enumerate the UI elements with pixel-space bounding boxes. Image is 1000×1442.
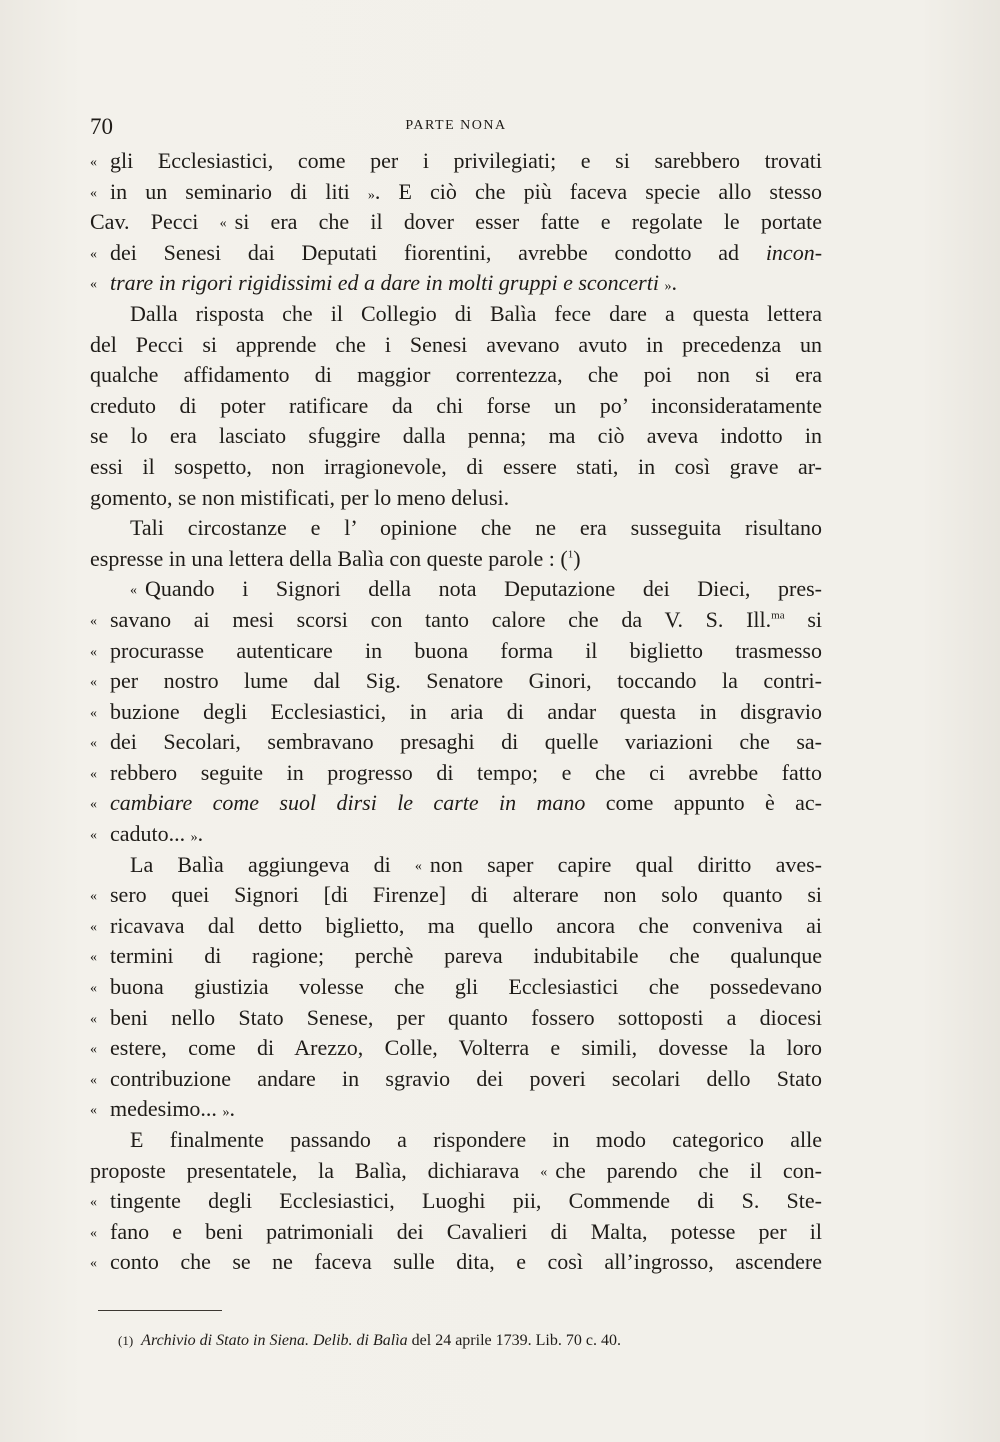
open-quote: « bbox=[90, 797, 97, 813]
text-line bbox=[90, 146, 822, 177]
open-quote: « bbox=[219, 216, 227, 232]
text-line bbox=[90, 972, 822, 1003]
footnote bbox=[118, 1332, 838, 1350]
line-text: estere, come di Arezzo, Colle, Volterra e simili, dovesse la loro bbox=[110, 1035, 822, 1061]
text-line: se lo era lasciato sfuggire dalla penna; ma ciò aveva indotto in bbox=[90, 423, 822, 449]
text-line: del Pecci si apprende che i Senesi avevano avuto in precedenza un bbox=[90, 331, 822, 357]
line-text: dei Secolari, sembravano presaghi di quelle variazioni che sa- bbox=[110, 729, 822, 755]
text-line bbox=[90, 1217, 822, 1248]
line-end: . bbox=[671, 270, 677, 296]
line-text: sero quei Signori [di Firenze] di alterare non solo quanto si bbox=[110, 882, 822, 908]
text-line bbox=[90, 1156, 822, 1187]
open-quote: « bbox=[90, 919, 97, 935]
line-text: Cav. Pecci bbox=[90, 209, 199, 235]
line-text: La Balìa aggiungeva di bbox=[130, 851, 391, 877]
page-header bbox=[90, 114, 822, 142]
close-quote: » bbox=[367, 187, 375, 203]
line-text: fano e beni patrimoniali dei Cavalieri di Malta, potesse per il bbox=[110, 1218, 822, 1244]
line-text: savano ai mesi scorsi con tanto calore che da V. S. Ill. bbox=[110, 606, 772, 632]
line-text: non saper capire qual diritto aves- bbox=[429, 851, 823, 877]
close-quote: » bbox=[664, 279, 672, 295]
text-line bbox=[90, 911, 822, 942]
text-line bbox=[90, 574, 822, 605]
footnote-separator bbox=[98, 1310, 222, 1311]
text-line: creduto di poter ratificare da chi forse un po’ inconsideratamente bbox=[90, 392, 822, 418]
text-line bbox=[90, 666, 822, 697]
open-quote: « bbox=[90, 1072, 97, 1088]
close-quote: » bbox=[190, 830, 198, 846]
line-text: buzione degli Ecclesiastici, in aria di andar questa in disgravio bbox=[110, 698, 822, 724]
line-text: dei Senesi dai Deputati fiorentini, avrebbe condotto ad bbox=[110, 239, 740, 265]
footnote-text: del 24 aprile 1739. Lib. 70 c. 40. bbox=[411, 1332, 621, 1349]
open-quote: « bbox=[90, 1042, 97, 1058]
open-quote: « bbox=[90, 1225, 97, 1241]
text-line bbox=[90, 207, 822, 238]
line-text: termini di ragione; perchè pareva indubitabile che qualunque bbox=[110, 943, 822, 969]
text-line bbox=[90, 1094, 822, 1125]
text-line bbox=[90, 1003, 822, 1034]
open-quote: « bbox=[90, 1256, 97, 1272]
open-quote: « bbox=[90, 766, 97, 782]
italic-text: cambiare come suol dirsi le carte in mano bbox=[110, 790, 586, 816]
line-text: si era che il dover esser fatte e regolate le portate bbox=[234, 209, 823, 235]
text-line bbox=[90, 819, 822, 850]
italic-text: trare in rigori rigidissimi ed a dare in molti gruppi e sconcerti bbox=[110, 270, 659, 296]
open-quote: « bbox=[90, 981, 97, 997]
line-text: procurasse autenticare in buona forma il biglietto trasmesso bbox=[110, 637, 822, 663]
open-quote: « bbox=[414, 858, 422, 874]
open-quote: « bbox=[90, 185, 97, 201]
line-text: caduto... bbox=[110, 821, 186, 847]
open-quote: « bbox=[90, 1011, 97, 1027]
open-quote: « bbox=[90, 1195, 97, 1211]
line-text: si bbox=[807, 606, 823, 632]
text-line bbox=[90, 1247, 822, 1278]
text-line bbox=[90, 238, 822, 269]
text-line: Dalla risposta che il Collegio di Balìa fece dare a questa lettera bbox=[130, 300, 822, 326]
close-quote: » bbox=[222, 1105, 230, 1121]
open-quote: « bbox=[540, 1164, 548, 1180]
line-text: medesimo... bbox=[110, 1096, 217, 1122]
text-line bbox=[90, 697, 822, 728]
line-text: Quando i Signori della nota Deputazione dei Dieci, pres- bbox=[145, 576, 822, 602]
text-line bbox=[90, 1064, 822, 1095]
text-line bbox=[90, 880, 822, 911]
text-line bbox=[90, 544, 822, 575]
page-number: 70 bbox=[90, 114, 113, 139]
text-line bbox=[90, 177, 822, 208]
open-quote: « bbox=[90, 950, 97, 966]
line-end: . bbox=[229, 1096, 235, 1122]
line-text: in un seminario di liti bbox=[110, 178, 350, 204]
open-quote: « bbox=[90, 828, 97, 844]
line-text: conto che se ne faceva sulle dita, e così all’ingrosso, ascendere bbox=[110, 1249, 822, 1275]
line-text: come appunto è ac- bbox=[605, 790, 823, 816]
footnote-ref-close: ) bbox=[573, 545, 581, 571]
footnote-source: Archivio di Stato in Siena. Delib. di Balìa bbox=[141, 1332, 408, 1349]
line-text: ricavava dal detto biglietto, ma quello ancora che conveniva ai bbox=[110, 912, 822, 938]
open-quote: « bbox=[90, 644, 97, 660]
open-quote: « bbox=[90, 705, 97, 721]
line-text: contribuzione andare in sgravio dei poveri secolari dello Stato bbox=[110, 1065, 822, 1091]
running-title: PARTE NONA bbox=[405, 118, 507, 133]
footnote-ref-open: ( bbox=[560, 545, 568, 571]
line-text: gli Ecclesiastici, come per i privilegiati; e si sarebbero trovati bbox=[110, 148, 822, 173]
line-text: proposte presentatele, la Balìa, dichiarava bbox=[90, 1157, 520, 1183]
body-text bbox=[90, 146, 822, 1278]
italic-text: incon- bbox=[765, 239, 823, 265]
line-text: per nostro lume dal Sig. Senatore Ginori, toccando la contri- bbox=[110, 668, 822, 694]
text-line: E finalmente passando a rispondere in modo categorico alle bbox=[130, 1127, 822, 1152]
text-line: gomento, se non mistificati, per lo meno delusi. bbox=[90, 484, 510, 510]
line-text: . E ciò che più faceva specie allo stesso bbox=[374, 178, 822, 204]
text-line: essi il sospetto, non irragionevole, di essere stati, in così grave ar- bbox=[90, 453, 822, 479]
footnote-ref: 1 bbox=[567, 548, 574, 561]
text-line bbox=[90, 850, 822, 881]
line-text: beni nello Stato Senese, per quanto fossero sottoposti a diocesi bbox=[110, 1004, 822, 1030]
open-quote: « bbox=[90, 277, 97, 293]
open-quote: « bbox=[90, 246, 97, 262]
open-quote: « bbox=[90, 613, 97, 629]
open-quote: « bbox=[90, 675, 97, 691]
text-line bbox=[90, 941, 822, 972]
text-line bbox=[90, 268, 822, 299]
line-text: tingente degli Ecclesiastici, Luoghi pii, Commende di S. Ste- bbox=[110, 1188, 822, 1214]
open-quote: « bbox=[130, 583, 137, 599]
text-line bbox=[90, 1033, 822, 1064]
text-line bbox=[90, 636, 822, 667]
text-line bbox=[90, 727, 822, 758]
line-end: . bbox=[197, 821, 204, 847]
text-line: qualche affidamento di maggior correntezza, che poi non si era bbox=[90, 362, 822, 388]
open-quote: « bbox=[90, 155, 97, 170]
open-quote: « bbox=[90, 736, 97, 752]
text-line bbox=[90, 605, 822, 636]
line-text: che parendo che il con- bbox=[555, 1157, 823, 1183]
line-text: rebbero seguite in progresso di tempo; e che ci avrebbe fatto bbox=[110, 759, 822, 785]
line-text: buona giustizia volesse che gli Ecclesiastici che possedevano bbox=[110, 974, 822, 1000]
open-quote: « bbox=[90, 1103, 97, 1119]
text-line: Tali circostanze e l’ opinione che ne era susseguita risultano bbox=[130, 515, 822, 541]
text-line bbox=[90, 758, 822, 789]
text-line bbox=[90, 1186, 822, 1217]
text-line bbox=[90, 788, 822, 819]
line-text: espresse in una lettera della Balìa con queste parole : bbox=[90, 545, 555, 571]
footnote-marker: (1) bbox=[118, 1333, 134, 1348]
open-quote: « bbox=[90, 889, 97, 905]
superscript: ma bbox=[771, 609, 785, 622]
